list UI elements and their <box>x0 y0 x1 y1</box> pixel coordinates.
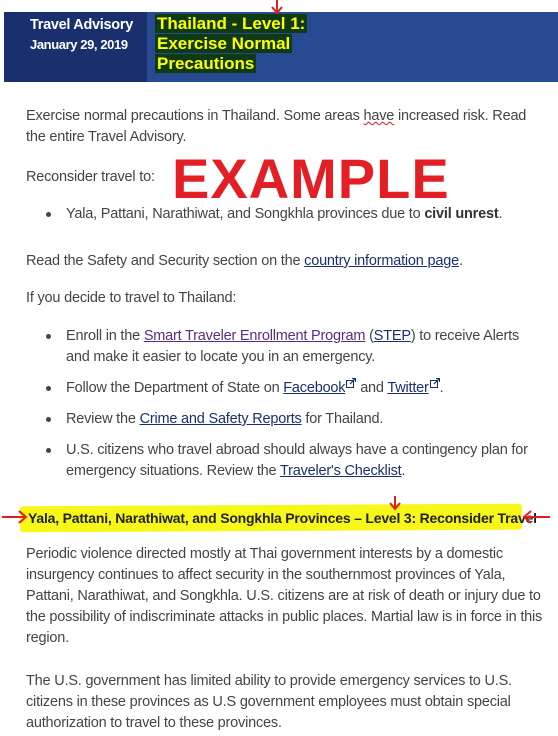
twitter-link[interactable]: Twitter <box>387 380 429 396</box>
smart-traveler-link[interactable]: Smart Traveler Enrollment Program <box>143 328 366 344</box>
reconsider-label: Reconsider travel to: <box>26 169 155 185</box>
list-item: Review the Crime and Safety Reports for Thailand. <box>66 409 546 430</box>
intro-paragraph: Exercise normal precautions in Thailand. Some areas have increased risk. Read the entire Travel Advisory. <box>26 108 527 145</box>
region-paragraph-1: Periodic violence directed mostly at Thai government interests by a domestic insurgency continues to affect security in the southernmost provinces of Yala, Pattani, Narathiwat, and Songkhla. U.S. citizens are at risk of death or injury due to the possibility of indiscriminate attacks in public places. Martial law is in force in this region. <box>26 546 543 646</box>
list-item: U.S. citizens who travel abroad should always have a contingency plan for emergency situations. Review the Traveler's Checklist. <box>66 440 546 482</box>
annotation-arrow-down-icon <box>271 0 283 14</box>
crime-safety-reports-link[interactable]: Crime and Safety Reports <box>139 411 302 427</box>
decide-label: If you decide to travel to Thailand: <box>26 290 237 306</box>
list-item: Yala, Pattani, Narathiwat, and Songkhla provinces due to civil unrest. <box>66 204 536 225</box>
travelers-checklist-link[interactable]: Traveler's Checklist <box>279 463 402 479</box>
region-heading: Yala, Pattani, Narathiwat, and Songkhla Provinces – Level 3: Reconsider Travel <box>28 510 537 526</box>
annotation-arrow-left-icon <box>522 510 550 524</box>
facebook-link[interactable]: Facebook <box>283 380 346 396</box>
country-information-link[interactable]: country information page <box>304 253 459 269</box>
annotation-arrow-down-icon <box>389 496 401 510</box>
safety-paragraph: Read the Safety and Security section on the country information page. <box>26 253 463 269</box>
external-link-icon <box>430 378 440 388</box>
advisory-badge <box>4 12 147 82</box>
advisory-header <box>4 12 558 82</box>
external-link-icon <box>346 378 356 388</box>
step-link[interactable]: STEP <box>373 328 411 344</box>
reconsider-list <box>66 204 536 225</box>
list-item: Follow the Department of State on Facebook and Twitter . <box>66 378 546 399</box>
list-item: Enroll in the Smart Traveler Enrollment Program (STEP) to receive Alerts and make it easier to locate you in an emergency. <box>66 326 546 368</box>
advisory-title-panel <box>147 12 558 82</box>
advisory-label: Travel Advisory <box>30 17 133 33</box>
region-paragraph-2: The U.S. government has limited ability to provide emergency services to U.S. citizens in these provinces as U.S government employees must obtain special authorization to travel to these provinces. <box>26 673 512 731</box>
advisory-title: Thailand - Level 1: Exercise Normal Precautions <box>157 14 306 73</box>
example-watermark: EXAMPLE <box>172 147 450 210</box>
spellcheck-word: have <box>363 108 395 124</box>
advisory-date: January 29, 2019 <box>30 37 128 52</box>
annotation-arrow-right-icon <box>2 510 28 524</box>
recommendations-list <box>66 326 546 482</box>
